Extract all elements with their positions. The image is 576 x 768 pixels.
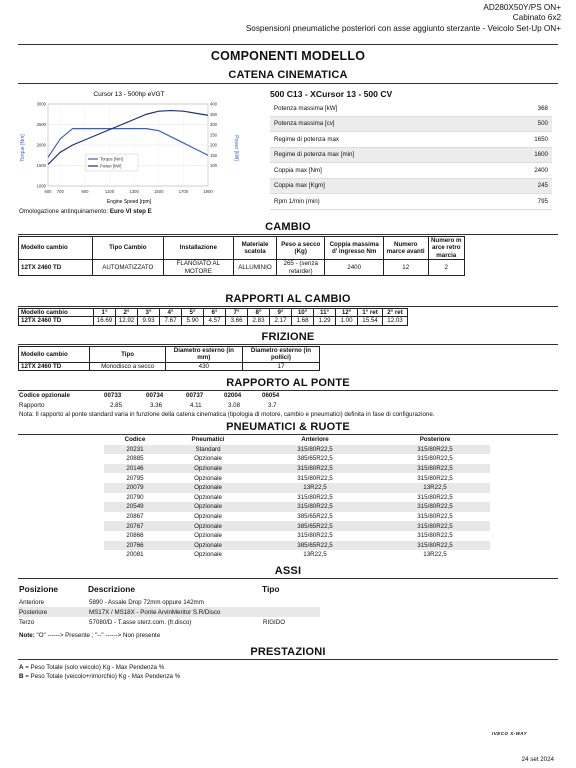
- table-row: Posteriore MS17X / MS18X - Ponte ArvinMeritor S.R/Disco: [18, 607, 320, 617]
- prestazioni-line-b: B = Peso Totale (veicolo+rimorchio) Kg - Max Pendenza %: [19, 673, 181, 680]
- divider: [18, 659, 558, 660]
- codice-opzionale-label: Codice opzionale: [19, 392, 70, 399]
- spec-row: Potenza massima [cv] 500: [270, 117, 552, 133]
- assi-header-descrizione: Descrizione: [88, 584, 136, 594]
- engine-name: 500 C13 - XCursor 13 - 500 CV: [270, 89, 393, 99]
- chart-xtick: 700: [56, 189, 64, 194]
- section-title-pneumatici: PNEUMATICI & RUOTE: [226, 421, 350, 433]
- table-row: 20795 Opzionale 315/80R22,5 315/80R22,5: [126, 474, 453, 482]
- assi-header-tipo: Tipo: [262, 584, 280, 594]
- engine-spec-list: [270, 101, 552, 210]
- chart-xlabel: Engine Speed [rpm]: [106, 199, 152, 205]
- rapporto-label: Rapporto: [19, 402, 45, 409]
- chart-ytick-right: 400: [210, 101, 217, 107]
- section-title-rapporti: RAPPORTI AL CAMBIO: [225, 293, 351, 305]
- section-title-catena: CATENA CINEMATICA: [228, 69, 348, 81]
- table-row: 20866 Opzionale 315/80R22,5 315/80R22,5: [126, 532, 453, 540]
- table-row: 20549 Opzionale 315/80R22,5 315/80R22,5: [104, 502, 490, 512]
- chart-ytick-left: 2500: [36, 122, 46, 127]
- cab-type: Cabinato 6x2: [512, 13, 561, 23]
- chart-ytick-left: 3000: [36, 101, 46, 107]
- chart-ytick-right: 200: [210, 142, 217, 148]
- table-row: 20867 Opzionale 385/65R22,5 315/80R22,5: [126, 513, 453, 521]
- chart-ytick-right: 150: [210, 152, 217, 158]
- table-row: 20767 Opzionale 385/65R22,5 315/80R22,5: [104, 521, 490, 531]
- model-description: Sospensioni pneumatiche posteriori con asse aggiunto sterzante - Veicolo Set-Up ON+: [245, 23, 561, 33]
- assi-note: Note: "O" ------> Presente ; "--" ------> Non presente: [19, 632, 161, 639]
- table-row: 20790 Opzionale 315/80R22,5 315/80R22,5: [126, 493, 453, 501]
- table-row: 20079 Opzionale 13R22,5 13R22,5: [104, 483, 490, 493]
- chart-ylabel-left: Torque [Nm]: [20, 134, 26, 162]
- chart-ylabel-right: Power [kW]: [233, 135, 239, 161]
- page-title: COMPONENTI MODELLO: [210, 49, 366, 63]
- omologazione: Omologazione antinquinamento: Euro VI step E: [19, 208, 152, 215]
- footer-date: 24 set 2024: [521, 756, 554, 763]
- spec-row: Regime di potenza max 1650: [270, 132, 552, 148]
- chart-ytick-right: 300: [210, 122, 217, 127]
- spec-row: Rpm 1/min (min) 795: [270, 194, 552, 210]
- divider: [18, 83, 558, 84]
- rapporti-table: [18, 308, 408, 326]
- section-title-assi: ASSI: [274, 565, 302, 577]
- chart-xtick: 1900: [203, 189, 213, 194]
- divider: [18, 344, 558, 345]
- table-row: 20766 Opzionale 385/65R22,5 315/80R22,5: [104, 541, 490, 551]
- ponte-note: Nota: Il rapporto al ponte standard varia in funzione della catena cinematica (tipologia di motore, cambio e pneumatici) definita in fase di configurazione.: [19, 411, 435, 418]
- section-title-ponte: RAPPORTO AL PONTE: [226, 377, 350, 389]
- chart-ytick-right: 350: [210, 111, 217, 117]
- rapporto-1: 2.85: [110, 402, 123, 409]
- divider: [18, 578, 558, 579]
- table-header-row: Modello cambio Tipo Cambio Installazione Materiale scatola Peso a secco (Kg) Coppia massima d' ingresso Nm Numero marce avanti Numero marce retromarcia: [19, 237, 465, 260]
- pneumatici-table: [104, 435, 490, 560]
- chart-title: Cursor 13 - 500hp eVGT: [93, 91, 165, 98]
- cambio-table: [18, 236, 465, 276]
- chart-ytick-right: 250: [210, 132, 217, 138]
- table-row: 12TX 2460 TD AUTOMATIZZATO FLANGIATO AL MOTORE ALLUMINIO 265 - (senza retarder) 2400 12 2: [19, 260, 465, 276]
- spec-row: Coppia max [Nm] 2400: [270, 163, 552, 179]
- chart-ytick-left: 1500: [36, 163, 46, 168]
- brand-logo: IVECO X-WAY: [492, 731, 528, 736]
- table-row: 20885 Opzionale 385/65R22,5 315/80R22,5: [126, 455, 453, 463]
- section-title-prestazioni: PRESTAZIONI: [250, 646, 326, 658]
- chart-xtick: 1100: [105, 189, 115, 194]
- spec-row: Coppia max [Kgm] 245: [270, 179, 552, 195]
- table-row: 20146 Opzionale 315/80R22,5 315/80R22,5: [104, 464, 490, 474]
- chart-xtick: 1300: [129, 189, 139, 194]
- chart-xtick: 900: [81, 189, 89, 194]
- table-row: 20081 Opzionale 13R22,5 13R22,5: [126, 551, 447, 559]
- assi-header-posizione: Posizione: [19, 584, 59, 594]
- table-header-row: Modello cambio 1° 2° 3° 4° 5° 6° 7° 8° 9° 10° 11° 12° 1° ret 2° ret: [19, 309, 408, 317]
- chart-xtick: 1700: [178, 189, 189, 194]
- divider: [18, 44, 558, 45]
- codice-5: 06054: [262, 392, 280, 399]
- table-row: 20231 Standard 315/80R22,5 315/80R22,5: [104, 445, 490, 455]
- divider: [18, 306, 558, 307]
- table-header-row: Codice Pneumatici Anteriore Posteriore: [124, 436, 451, 444]
- section-title-cambio: CAMBIO: [265, 221, 311, 233]
- codice-4: 02004: [224, 392, 242, 399]
- header: [246, 3, 561, 34]
- divider: [18, 390, 558, 391]
- chart-ytick-left: 2000: [36, 142, 46, 148]
- table-row: Terzo 57080/D - T.asse sterz.com. (fr.disco) RIGIDO: [19, 618, 286, 626]
- divider: [18, 234, 558, 235]
- engine-curve-chart: [18, 86, 240, 206]
- frizione-table: [18, 346, 320, 371]
- spec-row: Regime di potenza max [min] 1600: [270, 148, 552, 164]
- table-row: Anteriore 5890 - Assale Drop 72mm oppure 142mm: [19, 598, 204, 606]
- codice-3: 00737: [186, 392, 204, 399]
- model-code: AD280X50Y/PS ON+: [483, 3, 561, 12]
- chart-ytick-right: 100: [210, 163, 217, 168]
- codice-1: 00733: [104, 392, 122, 399]
- rapporto-3: 4.11: [190, 402, 202, 409]
- chart-legend-label: Power [kW]: [100, 163, 122, 169]
- table-row: 12TX 2460 TD Monodisco a secco 430 17: [19, 362, 320, 370]
- rapporto-4: 3.08: [228, 402, 241, 409]
- prestazioni-line-a: A = Peso Totale (solo veicolo) Kg - Max Pendenza %: [19, 664, 165, 671]
- chart-xtick: 1500: [154, 189, 164, 194]
- chart-ytick-left: 1000: [36, 183, 46, 189]
- chart-legend-label: Torque [Nm]: [100, 156, 123, 162]
- rapporto-5: 3.7: [268, 402, 277, 409]
- codice-2: 00734: [146, 392, 164, 399]
- spec-row: Potenza massima [kW] 368: [270, 101, 552, 117]
- table-row: 12TX 2460 TD 16.69 12.92 9.93 7.67 5.90 4.57 3.66 2.83 2.17 1.68 1.29 1.00 15.54 12.03: [19, 317, 408, 325]
- chart-series-line: [48, 129, 208, 158]
- rapporto-2: 3.36: [150, 402, 163, 409]
- chart-xtick: 600: [44, 189, 52, 194]
- table-header-row: Modello cambio Tipo Diametro esterno (in mm) Diametro esterno (in pollici): [19, 347, 320, 363]
- section-title-frizione: FRIZIONE: [261, 331, 315, 343]
